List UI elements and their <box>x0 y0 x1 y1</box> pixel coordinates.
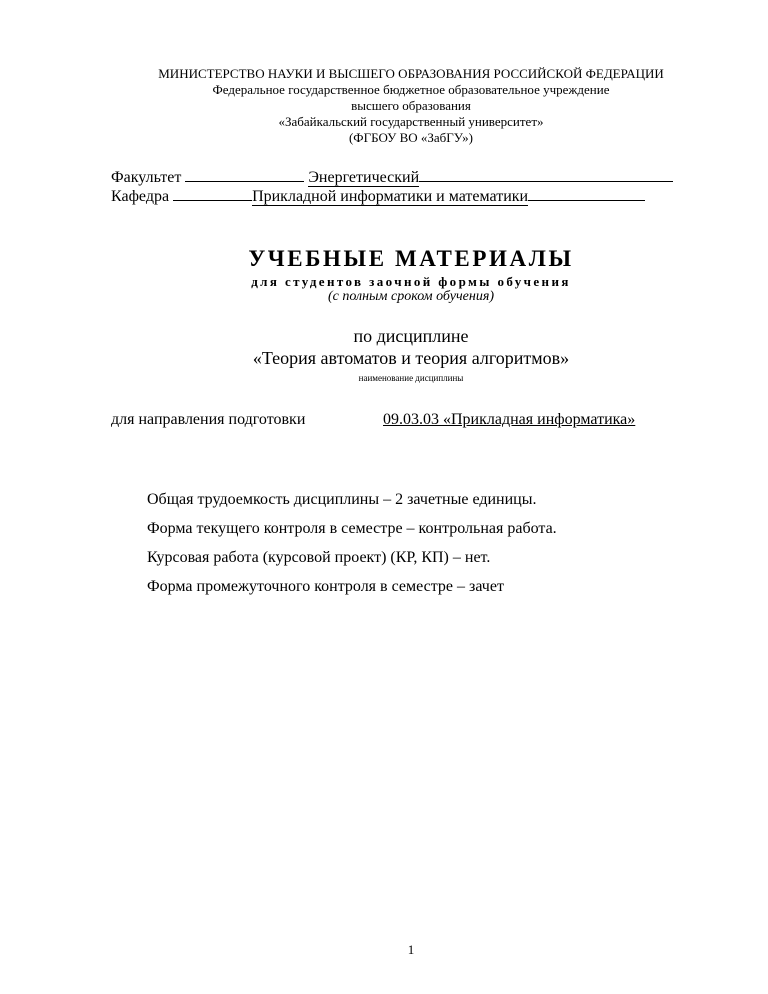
department-label: Кафедра <box>111 188 170 205</box>
institution-type-line-2: высшего образования <box>351 98 471 113</box>
institution-type-line-1: Федеральное государственное бюджетное образовательное учреждение <box>212 82 610 97</box>
info-line-intermediate-control: Форма промежуточного контроля в семестре – зачет <box>147 578 504 595</box>
info-line-course-work: Курсовая работа (курсовой проект) (КР, КП) – нет. <box>147 549 491 566</box>
faculty-label: Факультет <box>111 169 182 186</box>
university-abbreviation: (ФГБОУ ВО «ЗабГУ») <box>348 130 474 145</box>
faculty-blank-underline <box>185 167 304 182</box>
university-name: «Забайкальский государственный университет» <box>278 114 544 129</box>
discipline-caption: наименование дисциплины <box>358 373 464 383</box>
info-line-workload: Общая трудоемкость дисциплины – 2 зачетные единицы. <box>147 491 537 508</box>
direction-label: для направления подготовки <box>111 411 306 428</box>
document-subtitle: для студентов заочной формы обучения <box>251 274 571 289</box>
department-line <box>111 186 645 206</box>
faculty-trailing-underline <box>419 167 673 182</box>
page-number: 1 <box>407 942 415 957</box>
faculty-line <box>111 167 673 187</box>
document-title: УЧЕБНЫЕ МАТЕРИАЛЫ <box>248 246 574 271</box>
document-subtitle-note: (с полным сроком обучения) <box>327 289 495 304</box>
ministry-header <box>0 66 768 146</box>
ministry-name: МИНИСТЕРСТВО НАУКИ И ВЫСШЕГО ОБРАЗОВАНИЯ РОССИЙСКОЙ ФЕДЕРАЦИИ <box>158 66 664 81</box>
discipline-name: «Теория автоматов и теория алгоритмов» <box>252 348 570 368</box>
discipline-label: по дисциплине <box>353 326 469 346</box>
department-value: Прикладной информатики и математики <box>252 188 529 205</box>
department-trailing-underline <box>528 186 645 201</box>
info-line-current-control: Форма текущего контроля в семестре – контрольная работа. <box>147 520 557 537</box>
direction-value: 09.03.03 «Прикладная информатика» <box>383 411 636 428</box>
department-blank-underline <box>173 186 252 201</box>
faculty-value: Энергетический <box>308 169 420 186</box>
